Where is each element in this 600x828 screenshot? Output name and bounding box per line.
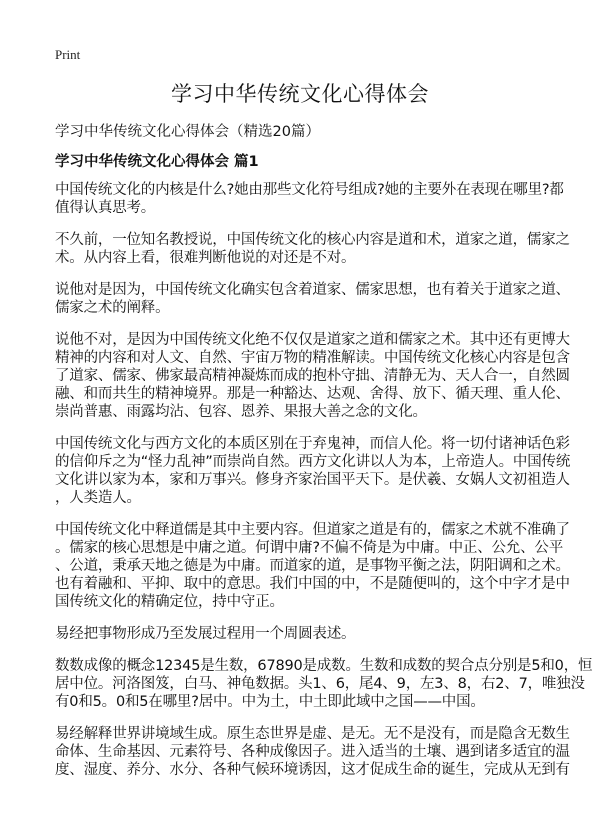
paragraph xyxy=(55,331,570,421)
text-line: 崇尚普惠、雨露均沾、包容、恩养、果报大善之念的文化。 xyxy=(55,404,427,420)
text-line: 术。从内容上看，很难判断他说的对还是不对。 xyxy=(55,250,356,266)
text-line: 说他不对，是因为中国传统文化绝不仅仅是道家之道和儒家之术。其中还有更博大 xyxy=(55,332,570,348)
paragraph xyxy=(55,231,570,267)
document-body xyxy=(55,181,593,793)
paragraph xyxy=(55,521,570,611)
text-line: 中国传统文化的内核是什么?她由那些文化符号组成?她的主要外在表现在哪里?都 xyxy=(55,182,564,198)
paragraph xyxy=(55,281,570,317)
text-line: ，人类造人。 xyxy=(55,490,141,506)
text-line: 度、湿度、养分、水分、各种气候环境诱因，这才促成生命的诞生，完成从无到有 xyxy=(55,762,570,778)
text-line: 说他对是因为，中国传统文化确实包含着道家、儒家思想，也有着关于道家之道、 xyxy=(55,282,570,298)
paragraph xyxy=(55,625,555,643)
text-line: 中国传统文化中释道儒是其中主要内容。但道家之道是有的，儒家之术就不准确了 xyxy=(55,522,570,538)
section-heading: 学习中华传统文化心得体会 篇1 xyxy=(55,154,259,170)
text-line: 不久前，一位知名教授说，中国传统文化的核心内容是道和术，道家之道，儒家之 xyxy=(55,232,570,248)
text-line: 儒家之术的阐释。 xyxy=(55,300,170,316)
text-line: 数数成像的概念12345是生数，67890是成数。生数和成数的契合点分别是5和0，恒 xyxy=(55,658,593,674)
text-line: 有0和5。0和5在哪里?居中。中为土，中土即此域中之国——中国。 xyxy=(55,694,485,710)
text-line: 命体、生命基因、元素符号、各种成像因子。进入适当的土壤、遇到诸多适宜的温 xyxy=(55,744,570,760)
text-line: 。儒家的核心思想是中庸之道。何谓中庸?不偏不倚是为中庸。中正、公允、公平 xyxy=(55,540,563,556)
text-line: 易经解释世界讲境域生成。原生态世界是虚、是无。无不是没有，而是隐含无数生 xyxy=(55,726,570,742)
text-line: 文化讲以家为本，家和万事兴。修身齐家治国平天下。是伏羲、女娲人文初祖造人 xyxy=(55,472,570,488)
text-line: 精神的内容和对人文、自然、宇宙万物的精准解读。中国传统文化核心内容是包含 xyxy=(55,350,570,366)
text-line: 国传统文化的精确定位，持中守正。 xyxy=(55,594,284,610)
paragraph xyxy=(55,181,564,217)
text-line: 中国传统文化与西方文化的本质区别在于弃鬼神，而信人伦。将一切付诸神话色彩 xyxy=(55,436,570,452)
print-link[interactable]: Print xyxy=(55,47,81,62)
text-line: 、公道，秉承天地之德是为中庸。而道家的道，是事物平衡之法，阴阳调和之术。 xyxy=(55,558,570,574)
text-line: 居中位。河洛图笈，白马、神龟数据。头1、6，尾4、9，左3、8，右2、7，唯独没 xyxy=(55,676,585,692)
document-subtitle: 学习中华传统文化心得体会（精选20篇） xyxy=(55,124,320,140)
text-line: 易经把事物形成乃至发展过程用一个周圆表述。 xyxy=(55,626,356,642)
paragraph xyxy=(55,657,593,711)
text-line: 融、和而共生的精神境界。那是一种豁达、达观、舍得、放下、循天理、重人伦、 xyxy=(55,386,570,402)
text-line: 的信仰斥之为“怪力乱神”而崇尚自然。西方文化讲以人为本，上帝造人。中国传统 xyxy=(55,454,571,470)
text-line: 了道家、儒家、佛家最高精神凝炼而成的抱朴守拙、清静无为、天人合一，自然圆 xyxy=(55,368,570,384)
paragraph xyxy=(55,725,570,779)
text-line: 也有着融和、平抑、取中的意思。我们中国的中，不是随便叫的，这个中字才是中 xyxy=(55,576,570,592)
text-line: 值得认真思考。 xyxy=(55,200,156,216)
document-title: 学习中华传统文化心得体会 xyxy=(171,82,429,106)
paragraph xyxy=(55,435,571,507)
